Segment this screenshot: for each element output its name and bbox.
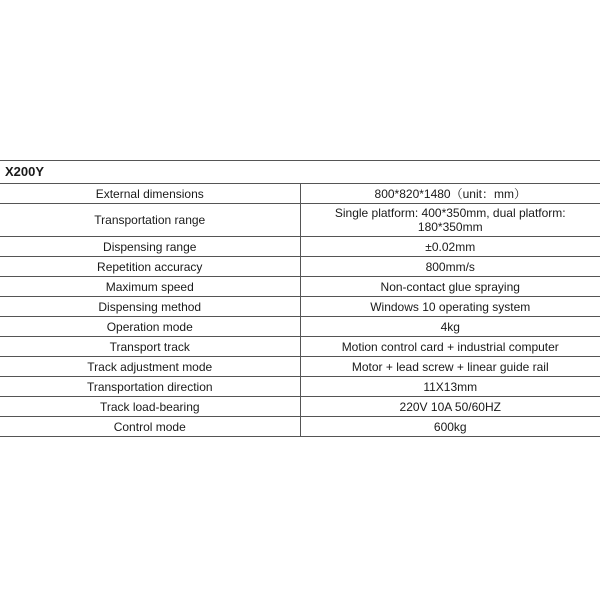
table-row bbox=[0, 204, 600, 237]
table-row bbox=[0, 357, 600, 377]
spec-value: Motor + lead screw + linear guide rail bbox=[300, 357, 600, 377]
spec-label: Transport track bbox=[0, 337, 300, 357]
table-row bbox=[0, 397, 600, 417]
table-title-row bbox=[0, 161, 600, 184]
table-row bbox=[0, 184, 600, 204]
spec-value: 11X13mm bbox=[300, 377, 600, 397]
table-row bbox=[0, 297, 600, 317]
spec-label: Operation mode bbox=[0, 317, 300, 337]
spec-label: Track load-bearing bbox=[0, 397, 300, 417]
spec-label: Dispensing range bbox=[0, 237, 300, 257]
spec-label: Track adjustment mode bbox=[0, 357, 300, 377]
spec-value: 4kg bbox=[300, 317, 600, 337]
spec-label: Control mode bbox=[0, 417, 300, 437]
table-row bbox=[0, 417, 600, 437]
spec-value: Motion control card + industrial computer bbox=[300, 337, 600, 357]
spec-value: Single platform: 400*350mm, dual platform: 180*350mm bbox=[300, 204, 600, 237]
spec-value: 600kg bbox=[300, 417, 600, 437]
spec-label: Repetition accuracy bbox=[0, 257, 300, 277]
spec-label: Dispensing method bbox=[0, 297, 300, 317]
table-row bbox=[0, 237, 600, 257]
spec-table bbox=[0, 160, 600, 437]
spec-value: Non-contact glue spraying bbox=[300, 277, 600, 297]
table-row bbox=[0, 337, 600, 357]
spec-value: 800*820*1480（unit：mm） bbox=[300, 184, 600, 204]
spec-value: ±0.02mm bbox=[300, 237, 600, 257]
spec-value: Windows 10 operating system bbox=[300, 297, 600, 317]
spec-label: Transportation direction bbox=[0, 377, 300, 397]
table-row bbox=[0, 317, 600, 337]
spec-label: Transportation range bbox=[0, 204, 300, 237]
table-row bbox=[0, 277, 600, 297]
spec-label: Maximum speed bbox=[0, 277, 300, 297]
spec-value: 800mm/s bbox=[300, 257, 600, 277]
spec-label: External dimensions bbox=[0, 184, 300, 204]
table-row bbox=[0, 377, 600, 397]
model-title: X200Y bbox=[0, 161, 600, 184]
spec-value: 220V 10A 50/60HZ bbox=[300, 397, 600, 417]
table-row bbox=[0, 257, 600, 277]
